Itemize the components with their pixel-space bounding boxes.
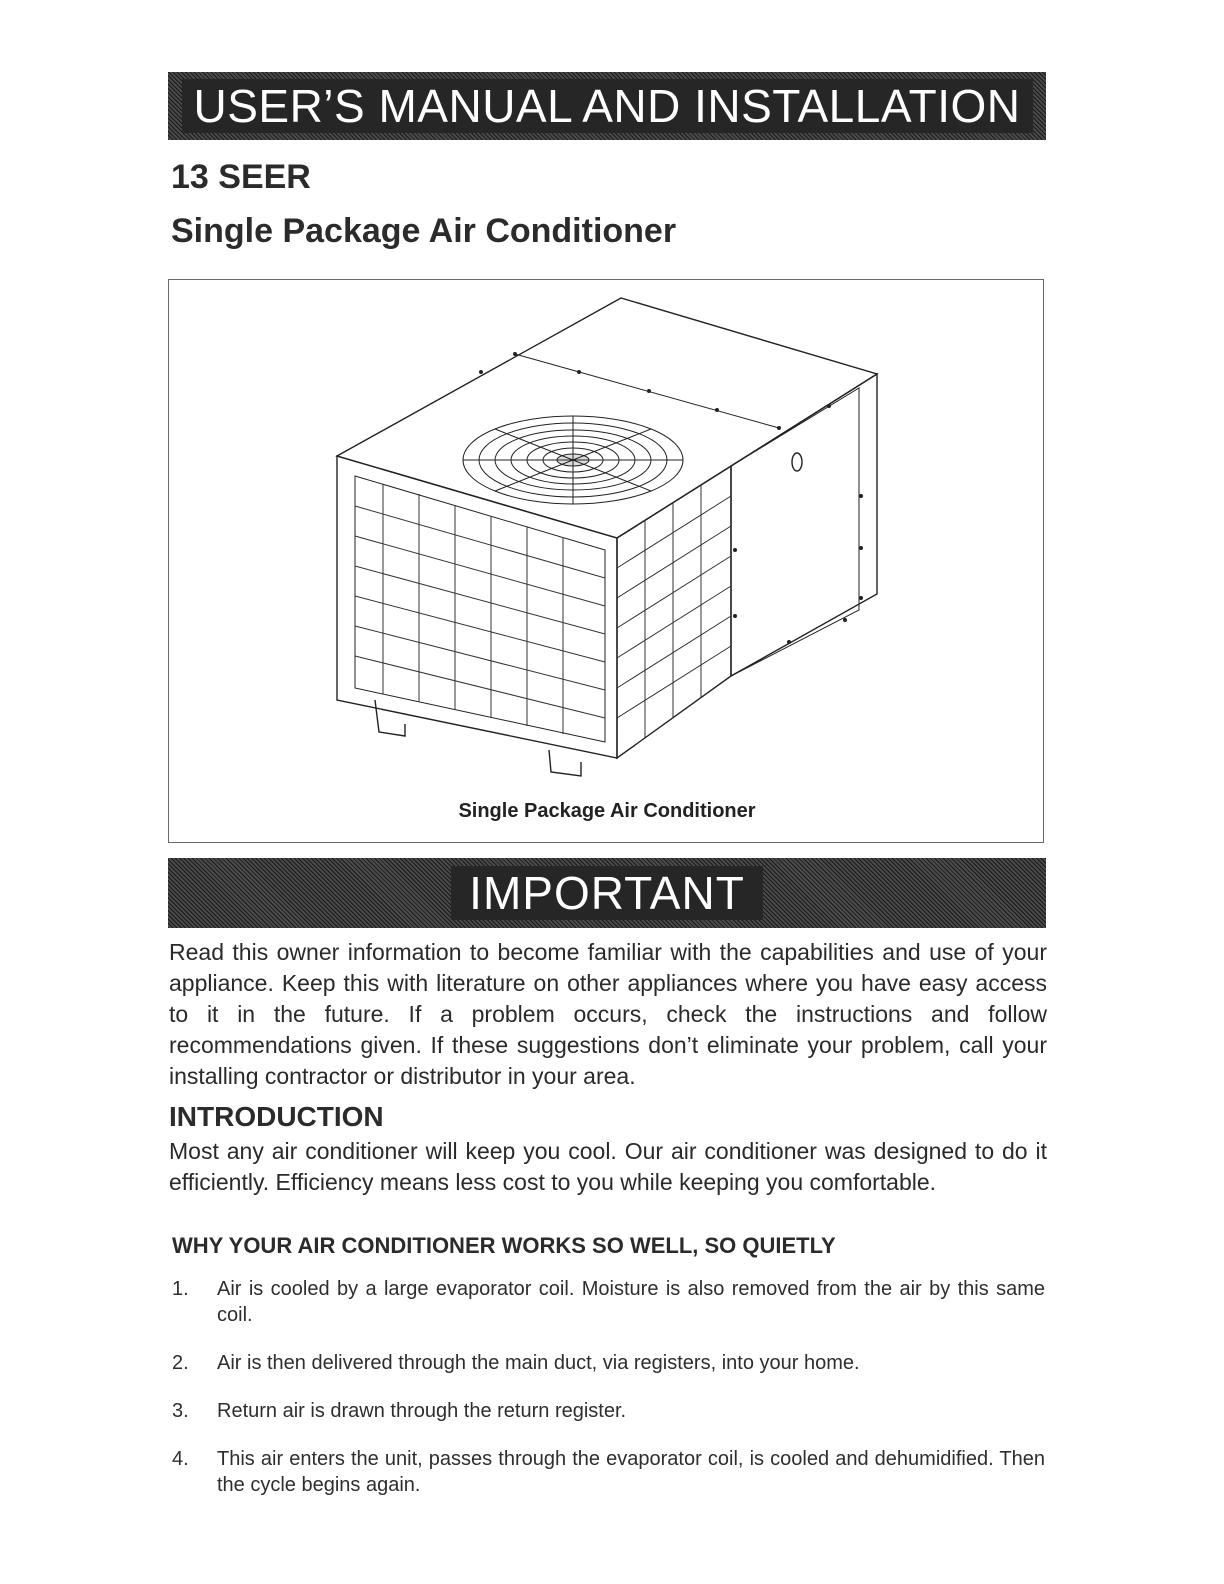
product-heading: Single Package Air Conditioner: [171, 212, 677, 250]
introduction-heading: INTRODUCTION: [169, 1101, 384, 1132]
steps-list: [169, 1276, 1045, 1520]
list-item: [169, 1276, 1045, 1328]
unit-side-face: [617, 466, 731, 758]
important-title: IMPORTANT: [451, 866, 763, 920]
figure-caption: Single Package Air Conditioner: [458, 800, 756, 822]
step-number: 3.: [172, 1400, 189, 1422]
list-item: [169, 1350, 1045, 1376]
why-heading: WHY YOUR AIR CONDITIONER WORKS SO WELL, SO QUIETLY: [172, 1233, 836, 1258]
step-text: Air is cooled by a large evaporator coil. Moisture is also removed from the air by this same coil.: [217, 1278, 1045, 1326]
title-banner: [168, 72, 1046, 140]
control-panel: [731, 374, 877, 676]
step-text: This air enters the unit, passes through the evaporator coil, is cooled and dehumidified. Then the cycle begins again.: [217, 1448, 1045, 1496]
step-text: Air is then delivered through the main duct, via registers, into your home.: [217, 1352, 860, 1374]
step-number: 1.: [172, 1278, 189, 1300]
introduction-paragraph: Most any air conditioner will keep you cool. Our air conditioner was designed to do it efficiently. Efficiency means less cost to you while keeping you comfortable.: [169, 1138, 1047, 1195]
seer-rating-heading: 13 SEER: [171, 158, 311, 196]
step-text: Return air is drawn through the return register.: [217, 1400, 627, 1422]
fan-guard: [463, 416, 683, 504]
step-number: 4.: [172, 1448, 189, 1470]
access-port: [792, 453, 802, 471]
list-item: [169, 1398, 1045, 1424]
unit-front-face: [337, 456, 617, 758]
manual-title: USER’S MANUAL AND INSTALLATION: [182, 79, 1033, 133]
step-number: 2.: [172, 1352, 189, 1374]
list-item: [169, 1446, 1045, 1498]
important-banner: [168, 858, 1046, 928]
figure-box: [168, 279, 1044, 843]
air-conditioner-illustration: [169, 280, 1045, 840]
important-paragraph: Read this owner information to become familiar with the capabilities and use of your appliance. Keep this with literature on other appliances where you have easy access to it in the future. If a problem occurs, check the instructions and follow recommendations given. If these suggestions don’t eliminate your problem, call your installing contractor or distributor in your area.: [169, 939, 1047, 1089]
